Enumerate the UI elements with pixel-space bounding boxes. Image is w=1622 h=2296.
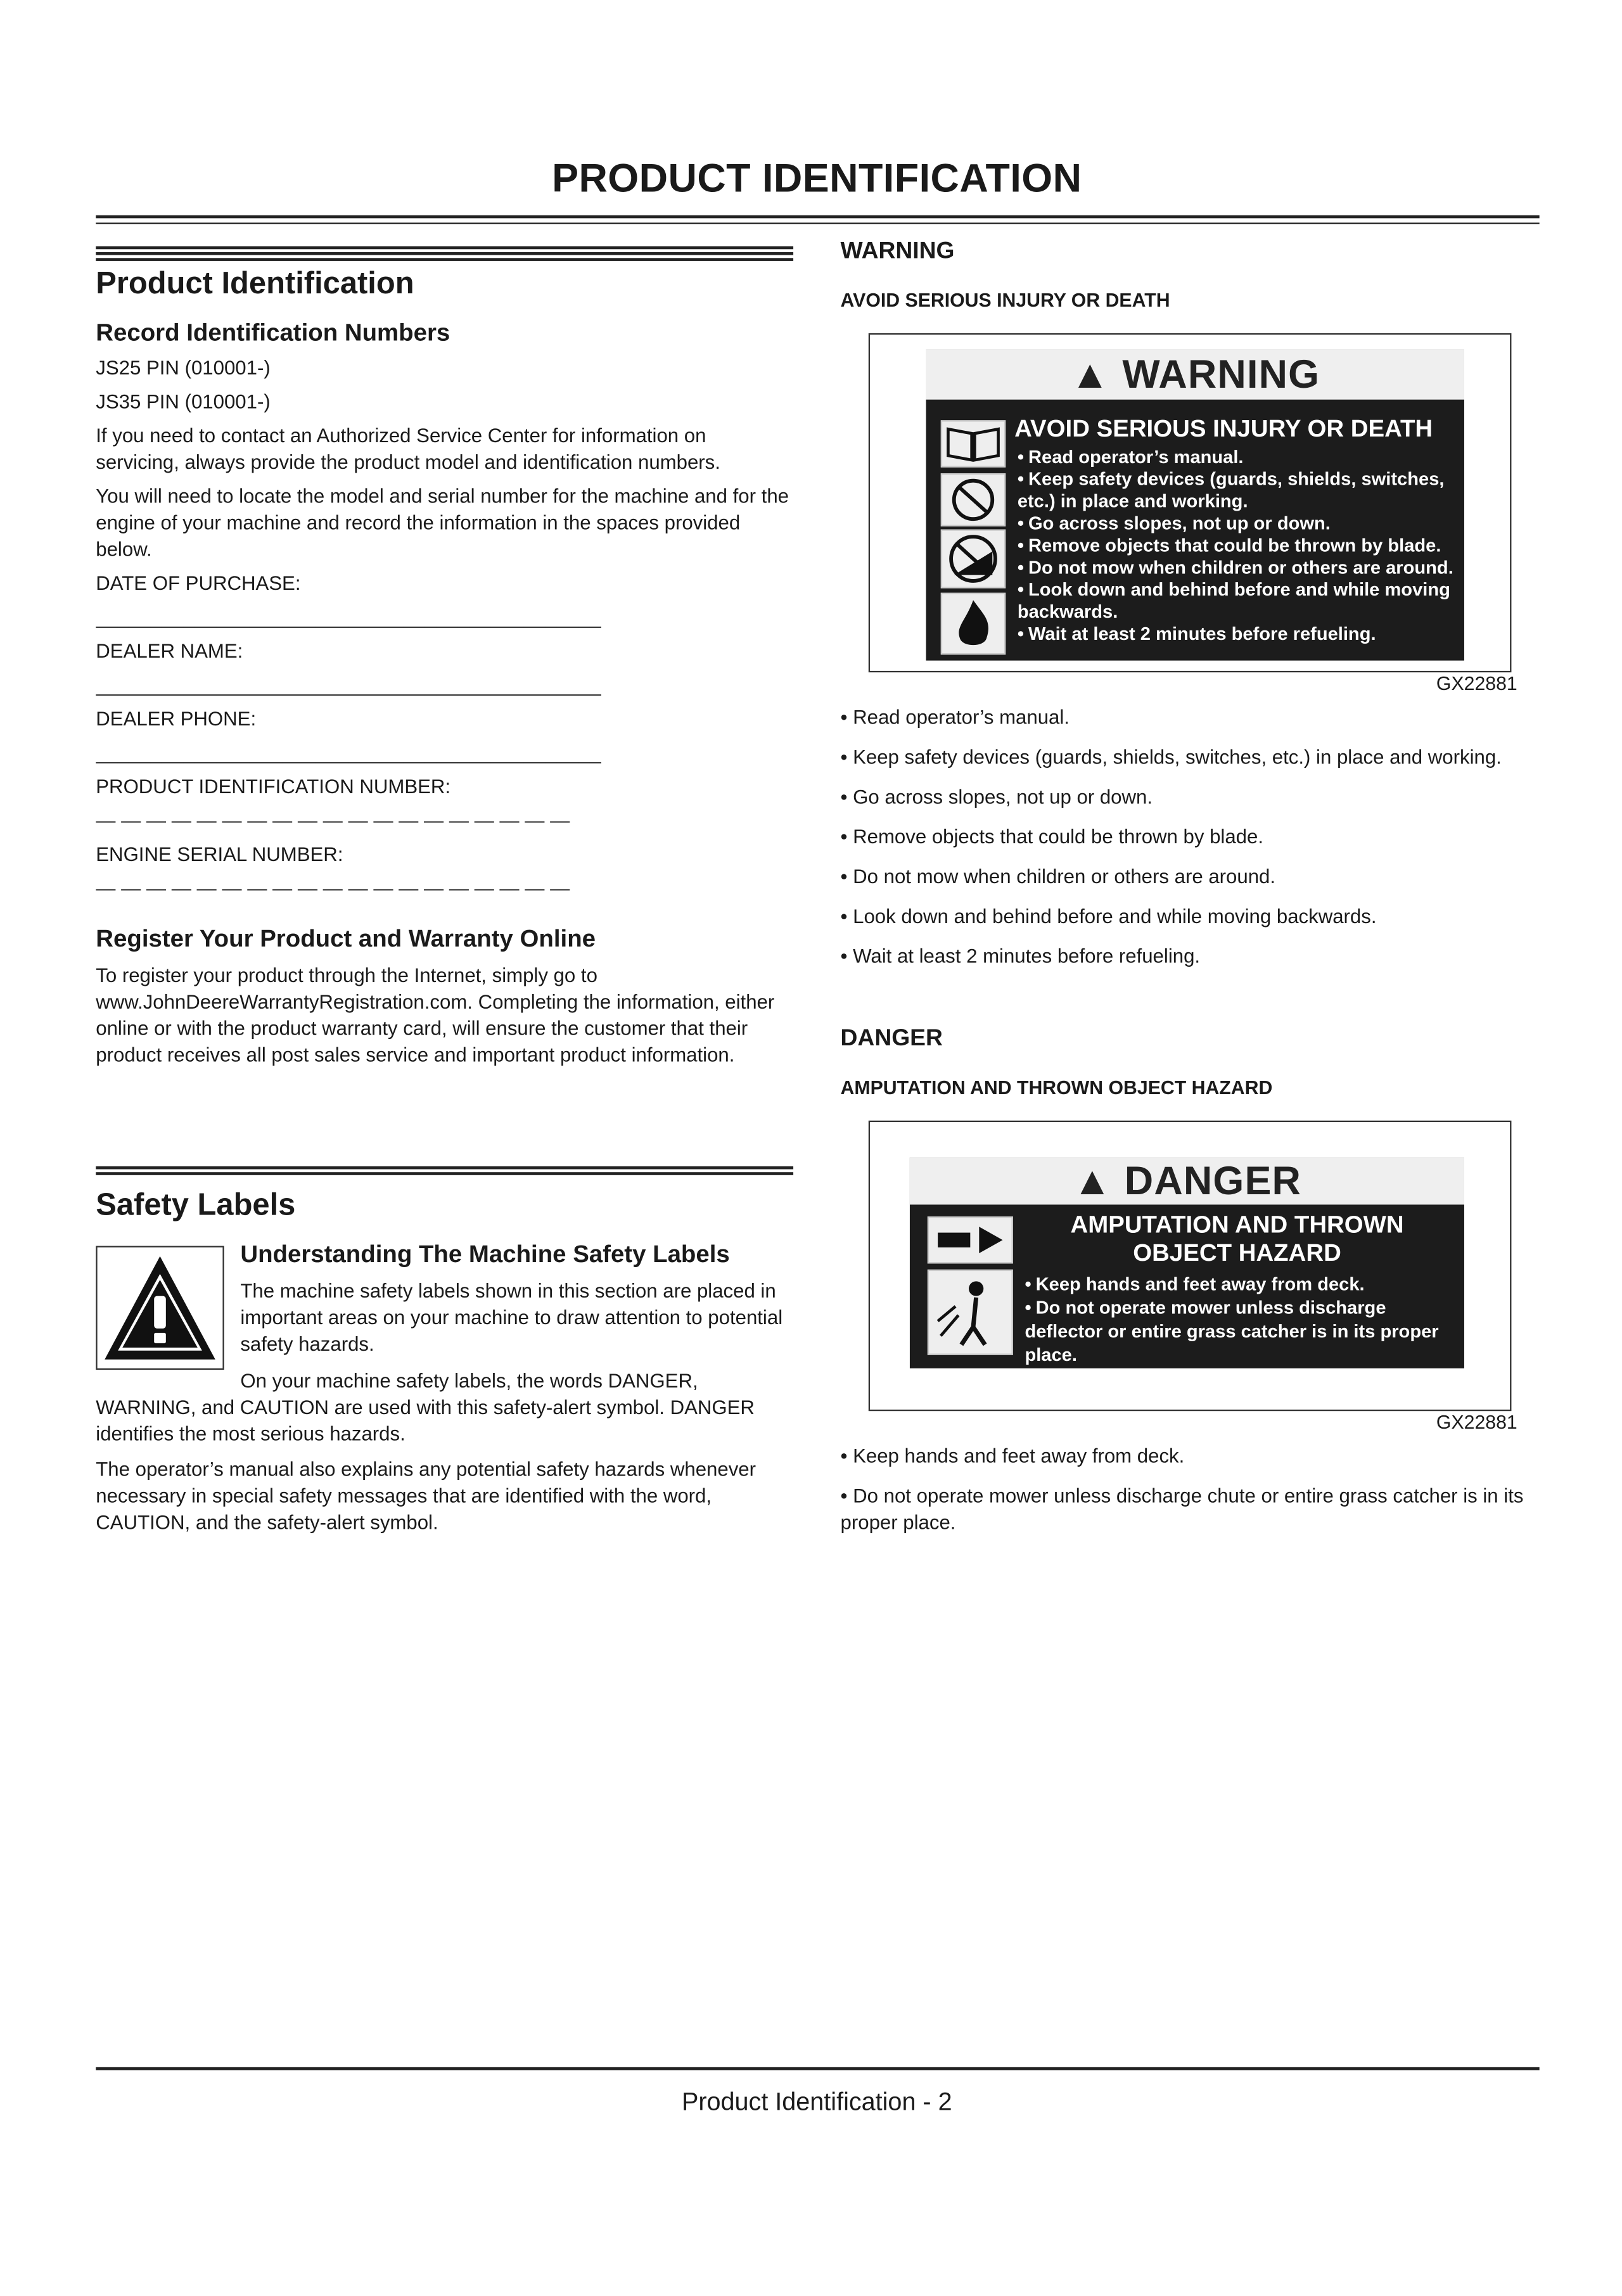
dealer-phone-label: DEALER PHONE:: [96, 708, 257, 730]
date-of-purchase-label: DATE OF PURCHASE:: [96, 571, 301, 594]
danger-bullet: • Keep hands and feet away from deck.: [840, 1445, 1185, 1467]
warning-decal-item: • Read operator’s manual.: [1018, 447, 1454, 469]
understanding-heading: Understanding The Machine Safety Labels: [240, 1241, 730, 1268]
title-rule-bottom: [96, 222, 1539, 224]
footer-rule: [96, 2067, 1539, 2070]
danger-decal-alert-icon: ▲: [1072, 1159, 1113, 1204]
safety-paragraph-2: On your machine safety labels, the words DANGER, WARNING, and CAUTION are used with this safety-alert symbol. DANGER identifies the most serious hazards.: [96, 1370, 755, 1445]
section-rule-b1: [96, 1166, 793, 1168]
guard-pictogram-icon: [941, 473, 1006, 526]
danger-decal-list: [1025, 1272, 1458, 1367]
warning-decal-alert-icon: ▲: [1070, 352, 1111, 397]
safety-paragraph-3-wrap: [96, 1457, 796, 1543]
warning-bullet: • Remove objects that could be thrown by blade.: [840, 826, 1264, 848]
danger-decal-subtitle-1: AMPUTATION AND THROWN: [1070, 1212, 1404, 1239]
contact-paragraph: If you need to contact an Authorized Service Center for information on servicing, always provide the product model and identification numbers.: [96, 424, 720, 474]
section-rule-a2: [96, 252, 793, 254]
warning-decal-item: • Do not mow when children or others are around.: [1018, 558, 1454, 580]
title-rule-top: [96, 215, 1539, 219]
warning-decal-title: WARNING: [1122, 352, 1320, 397]
danger-figure-caption: GX22881: [1436, 1411, 1517, 1434]
pin-label: PRODUCT IDENTIFICATION NUMBER:: [96, 775, 451, 798]
dealer-name-blank: ______________________________________________: [96, 673, 601, 696]
danger-decal-item: • Do not operate mower unless discharge deflector or entire grass catcher is in its proper place.: [1025, 1296, 1458, 1367]
manual-pictogram-icon: [941, 420, 1006, 467]
dealer-phone-blank: ______________________________________________: [96, 741, 601, 764]
warning-decal-item: • Look down and behind before and while moving backwards.: [1018, 580, 1454, 624]
thrown-object-pictogram-icon: [928, 1270, 1013, 1355]
warning-bullet-list: [841, 705, 1540, 983]
warning-bullet: • Read operator’s manual.: [840, 706, 1070, 729]
warning-decal: [926, 350, 1464, 661]
danger-decal-subtitle-2: OBJECT HAZARD: [1133, 1240, 1341, 1267]
danger-decal-title: DANGER: [1124, 1159, 1302, 1204]
engine-serial-blank: — — — — — — — — — — — — — — — — — — —: [96, 877, 570, 900]
slope-pictogram-icon: [941, 529, 1006, 588]
danger-heading: DANGER: [840, 1026, 943, 1052]
warning-figure-caption: GX22881: [1436, 672, 1517, 695]
warning-bullet: • Wait at least 2 minutes before refueling.: [840, 945, 1201, 967]
warning-subheading: AVOID SERIOUS INJURY OR DEATH: [840, 289, 1170, 312]
engine-serial-label: ENGINE SERIAL NUMBER:: [96, 843, 343, 866]
warning-decal-list: [1018, 447, 1454, 646]
warning-decal-item: • Wait at least 2 minutes before refueling.: [1018, 623, 1454, 646]
register-heading: Register Your Product and Warranty Online: [96, 926, 596, 953]
danger-decal-header: [910, 1158, 1464, 1204]
safety-intro: [240, 1239, 800, 1365]
safety-alert-symbol-box: [96, 1246, 224, 1370]
page-footer: Product Identification - 2: [681, 2088, 952, 2116]
warning-decal-item: • Keep safety devices (guards, shields, switches, etc.) in place and working.: [1018, 469, 1454, 513]
danger-subheading: AMPUTATION AND THROWN OBJECT HAZARD: [840, 1076, 1273, 1099]
safety-paragraph-3: The operator’s manual also explains any potential safety hazards whenever necessary in special safety messages that are identified with the word, CAUTION, and the safety-alert symbol.: [96, 1458, 757, 1534]
js35-pin: JS35 PIN (010001-): [96, 390, 271, 413]
hand-pictogram-icon: [928, 1216, 1013, 1263]
warning-heading: WARNING: [840, 239, 955, 264]
section-rule-a3: [96, 258, 793, 260]
pin-blank: — — — — — — — — — — — — — — — — — — —: [96, 809, 570, 832]
warning-bullet: • Go across slopes, not up or down.: [840, 786, 1153, 808]
js25-pin: JS25 PIN (010001-): [96, 357, 271, 379]
register-paragraph: To register your product through the Internet, simply go to www.JohnDeereWarrantyRegistration.com. Completing the information, either online or with the product warranty card, will ensure the customer that their product receives all post sales service and important product information.: [96, 964, 775, 1066]
safety-alert-icon: [98, 1247, 223, 1368]
safety-labels-heading: Safety Labels: [96, 1188, 296, 1223]
danger-bullet: • Do not operate mower unless discharge chute or entire grass catcher is in its proper place.: [840, 1484, 1524, 1534]
safety-paragraph-2-wrap: [96, 1368, 796, 1455]
warning-decal-item: • Remove objects that could be thrown by blade.: [1018, 535, 1454, 558]
record-numbers-heading: Record Identification Numbers: [96, 320, 450, 347]
locate-paragraph: You will need to locate the model and serial number for the machine and for the engine of your machine and record the information in the spaces provided below.: [96, 485, 789, 561]
date-of-purchase-blank: ______________________________________________: [96, 606, 601, 628]
warning-bullet: • Keep safety devices (guards, shields, switches, etc.) in place and working.: [840, 746, 1502, 769]
danger-bullet-list: [841, 1443, 1540, 1550]
section-rule-b2: [96, 1172, 793, 1174]
dealer-name-label: DEALER NAME:: [96, 640, 243, 662]
warning-decal-header: [926, 350, 1464, 400]
section-rule-a1: [96, 246, 793, 248]
safety-paragraph-1: The machine safety labels shown in this section are placed in important areas on your machine to draw attention to potential safety hazards.: [240, 1280, 783, 1355]
warning-decal-subtitle: AVOID SERIOUS INJURY OR DEATH: [1014, 416, 1433, 443]
section-heading: Product Identification: [96, 267, 414, 301]
product-identification-section: [96, 265, 789, 1076]
warning-decal-item: • Go across slopes, not up or down.: [1018, 513, 1454, 535]
danger-decal-item: • Keep hands and feet away from deck.: [1025, 1272, 1458, 1296]
warning-bullet: • Do not mow when children or others are around.: [840, 865, 1276, 888]
fire-pictogram-icon: [941, 593, 1006, 655]
page-title: PRODUCT IDENTIFICATION: [552, 156, 1082, 201]
warning-bullet: • Look down and behind before and while moving backwards.: [840, 905, 1377, 928]
danger-decal: [910, 1158, 1464, 1368]
